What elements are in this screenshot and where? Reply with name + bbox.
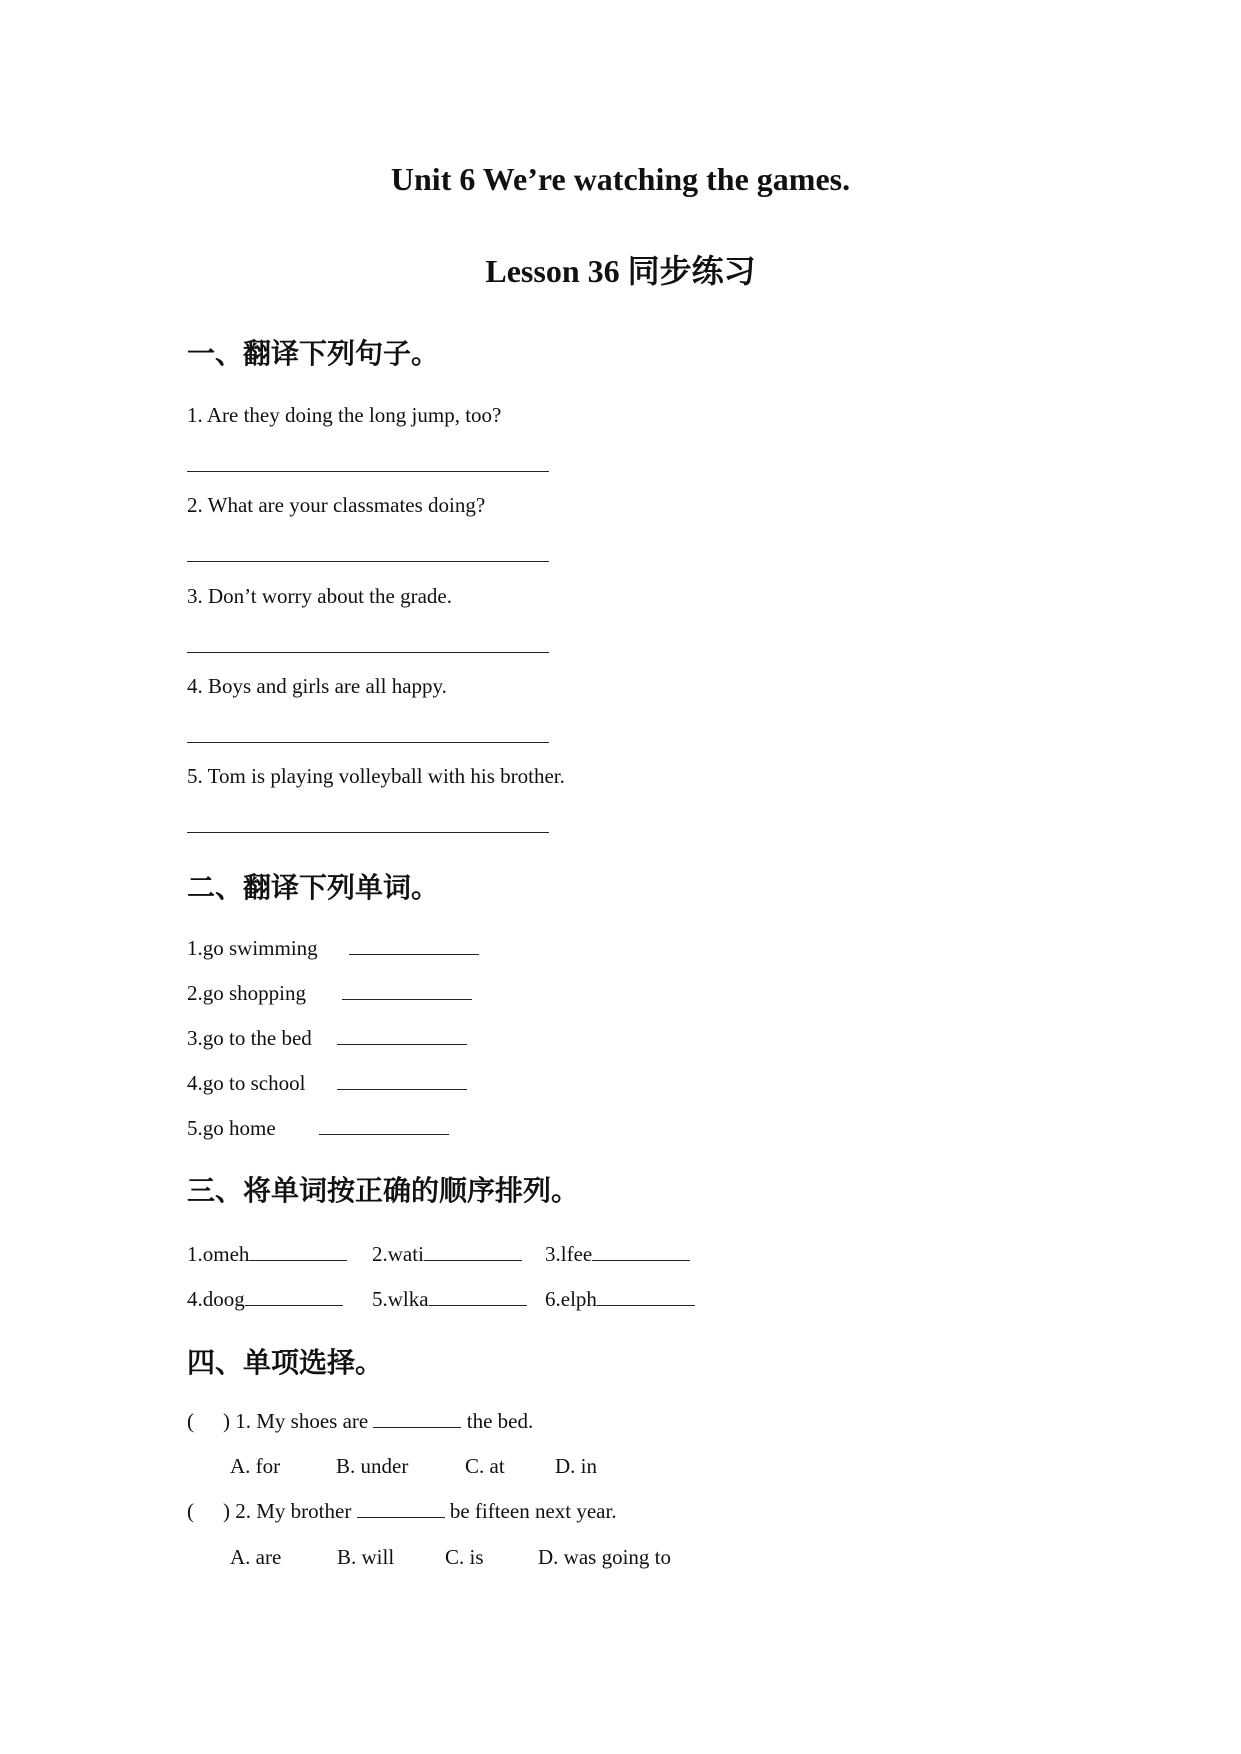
unscramble-item-2 bbox=[372, 1242, 522, 1267]
question-stem-before: 2. My brother bbox=[235, 1499, 352, 1523]
question-stem-after: be fifteen next year. bbox=[449, 1499, 617, 1523]
scrambled-word: 2.wati bbox=[372, 1242, 424, 1266]
answer-blank-2[interactable] bbox=[187, 561, 549, 562]
option-c[interactable]: C. is bbox=[445, 1545, 484, 1569]
word-blank[interactable] bbox=[337, 1071, 467, 1090]
word-blank[interactable] bbox=[337, 1026, 467, 1045]
word-label: 3.go to the bed bbox=[187, 1026, 312, 1050]
option-b[interactable]: B. under bbox=[336, 1454, 409, 1478]
answer-paren-close[interactable]: ) bbox=[223, 1499, 230, 1523]
answer-paren-close[interactable]: ) bbox=[223, 1409, 230, 1433]
option-b[interactable]: B. will bbox=[337, 1545, 395, 1569]
option-d[interactable]: D. in bbox=[555, 1454, 597, 1478]
sentence-item-4: 4. Boys and girls are all happy. bbox=[187, 674, 447, 698]
section-heading-translate-words: 二、翻译下列单词。 bbox=[187, 871, 440, 904]
page-title: Unit 6 We’re watching the games. bbox=[390, 161, 851, 197]
unscramble-blank[interactable] bbox=[592, 1242, 690, 1261]
sentence-item-3: 3. Don’t worry about the grade. bbox=[187, 584, 452, 608]
mc-question-1 bbox=[187, 1409, 533, 1434]
question-stem-after: the bed. bbox=[466, 1409, 534, 1433]
scrambled-word: 3.lfee bbox=[545, 1242, 593, 1266]
question-stem-before: 1. My shoes are bbox=[235, 1409, 369, 1433]
unscramble-blank[interactable] bbox=[424, 1242, 522, 1261]
scrambled-word: 4.doog bbox=[187, 1287, 245, 1311]
answer-paren-open: ( bbox=[187, 1499, 194, 1523]
unscramble-blank[interactable] bbox=[429, 1287, 527, 1306]
scrambled-word: 1.omeh bbox=[187, 1242, 250, 1266]
word-blank[interactable] bbox=[319, 1116, 449, 1135]
unscramble-item-6 bbox=[545, 1287, 695, 1312]
answer-blank-4[interactable] bbox=[187, 742, 549, 743]
mc-question-2 bbox=[187, 1499, 617, 1524]
answer-paren-open: ( bbox=[187, 1409, 194, 1433]
word-label: 5.go home bbox=[187, 1116, 276, 1140]
unscramble-blank[interactable] bbox=[597, 1287, 695, 1306]
scrambled-word: 6.elph bbox=[545, 1287, 597, 1311]
word-blank[interactable] bbox=[349, 936, 479, 955]
section-heading-translate-sentences: 一、翻译下列句子。 bbox=[187, 337, 440, 370]
word-item-1 bbox=[187, 936, 479, 961]
word-label: 1.go swimming bbox=[187, 936, 318, 960]
unscramble-blank[interactable] bbox=[249, 1242, 347, 1261]
answer-blank-3[interactable] bbox=[187, 652, 549, 653]
unscramble-item-3 bbox=[545, 1242, 690, 1267]
word-item-2 bbox=[187, 981, 472, 1006]
word-blank[interactable] bbox=[342, 981, 472, 1000]
option-a[interactable]: A. for bbox=[230, 1454, 281, 1478]
word-item-3 bbox=[187, 1026, 467, 1051]
answer-blank-1[interactable] bbox=[187, 471, 549, 472]
unscramble-blank[interactable] bbox=[245, 1287, 343, 1306]
question-blank[interactable] bbox=[373, 1409, 461, 1428]
sentence-item-1: 1. Are they doing the long jump, too? bbox=[187, 403, 502, 427]
page-subtitle: Lesson 36 同步练习 bbox=[485, 253, 756, 289]
word-label: 2.go shopping bbox=[187, 981, 307, 1005]
option-c[interactable]: C. at bbox=[465, 1454, 505, 1478]
option-d[interactable]: D. was going to bbox=[538, 1545, 671, 1569]
unscramble-item-5 bbox=[372, 1287, 527, 1312]
section-heading-multiple-choice: 四、单项选择。 bbox=[187, 1346, 384, 1379]
word-label: 4.go to school bbox=[187, 1071, 306, 1095]
unscramble-item-4 bbox=[187, 1287, 343, 1312]
word-item-5 bbox=[187, 1116, 449, 1141]
unscramble-item-1 bbox=[187, 1242, 347, 1267]
question-blank[interactable] bbox=[357, 1499, 445, 1518]
sentence-item-2: 2. What are your classmates doing? bbox=[187, 493, 486, 517]
option-a[interactable]: A. are bbox=[230, 1545, 282, 1569]
answer-blank-5[interactable] bbox=[187, 832, 549, 833]
scrambled-word: 5.wlka bbox=[372, 1287, 429, 1311]
section-heading-unscramble: 三、将单词按正确的顺序排列。 bbox=[187, 1174, 580, 1207]
word-item-4 bbox=[187, 1071, 467, 1096]
sentence-item-5: 5. Tom is playing volleyball with his brother. bbox=[187, 764, 565, 788]
